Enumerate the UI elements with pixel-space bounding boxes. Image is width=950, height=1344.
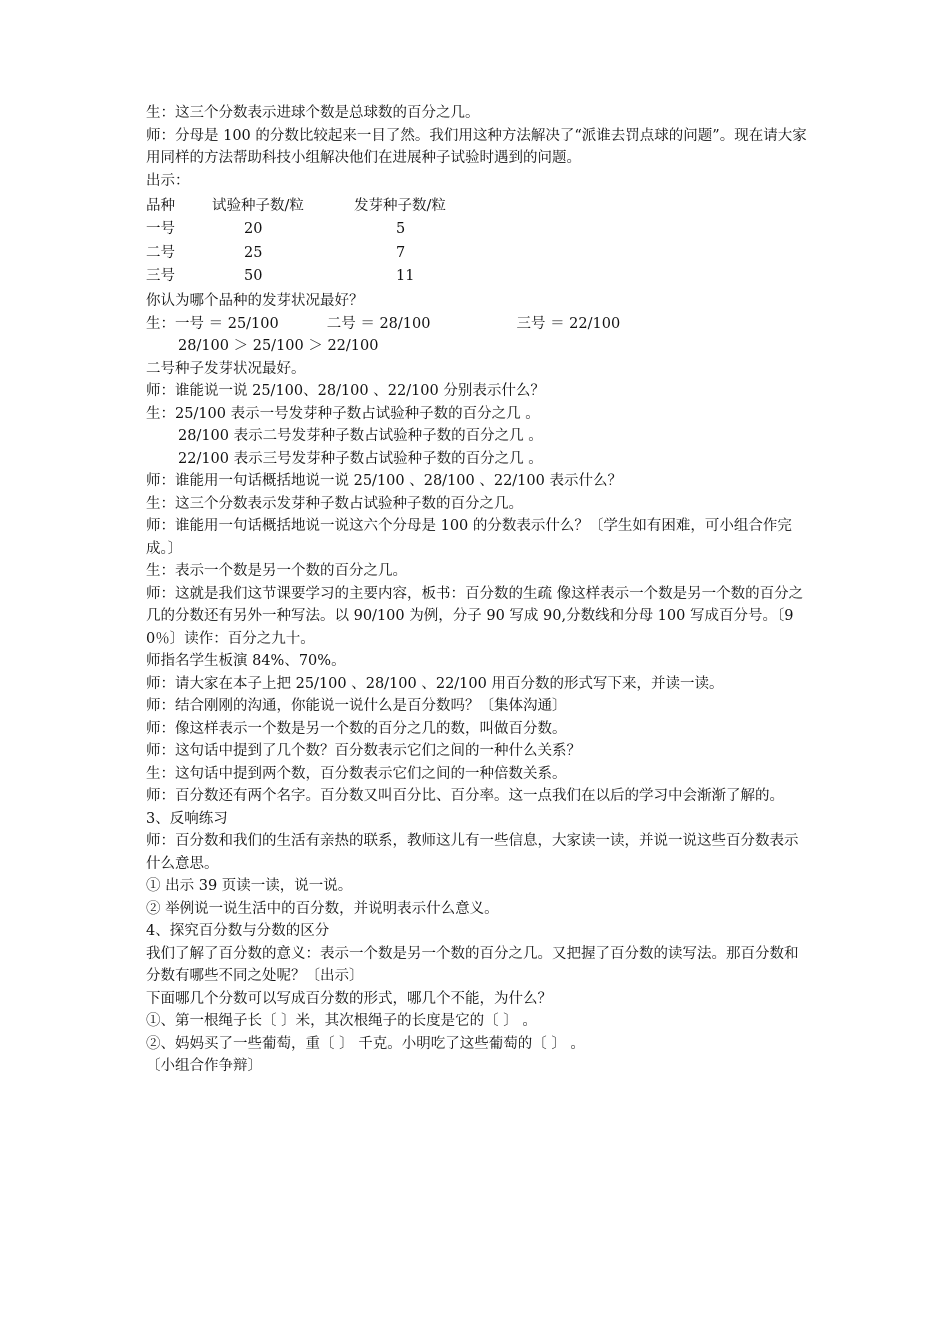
table-cell: 5 [396, 221, 406, 237]
paragraph: 师：百分数和我们的生活有亲热的联系，教师这儿有一些信息，大家读一读，并说一说这些百分数表示什么意思。 [146, 833, 799, 872]
table-row [146, 241, 514, 265]
table-cell: 11 [396, 268, 415, 284]
table-row [146, 218, 514, 242]
paragraph: 生：这句话中提到两个数，百分数表示它们之间的一种倍数关系。 [146, 765, 567, 782]
paragraph: 师：结合刚刚的沟通，你能说一说什么是百分数吗？〔集体沟通〕 [146, 698, 567, 714]
list-item: ②、妈妈买了一些葡萄，重〔 〕 千克。小明吃了这些葡萄的〔 〕 。 [146, 1035, 585, 1052]
paragraph: 师：像这样表示一个数是另一个数的百分之几的数，叫做百分数。 [146, 720, 567, 737]
seed-experiment-table [146, 194, 514, 288]
paragraph: 28/100 表示二号发芽种子数占试验种子数的百分之几 。 [178, 428, 543, 444]
paragraph: 师：请大家在本子上把 25/100 、28/100 、22/100 用百分数的形式写下来，并读一读。 [146, 675, 724, 692]
table-row [146, 265, 514, 289]
table-header-cell: 发芽种子数/粒 [354, 197, 446, 214]
paragraph: 师：分母是 100 的分数比较起来一目了然。我们用这种方法解决了“派谁去罚点球的问题”。现在请大家用同样的方法帮助科技小组解决他们在进展种子试验时遇到的问题。 [146, 127, 807, 166]
list-item: ①、第一根绳子长〔 〕米，其次根绳子的长度是它的〔 〕 。 [146, 1013, 537, 1029]
paragraph: 师指名学生板演 84%、70%。 [146, 653, 346, 669]
paragraph: 二号种子发芽状况最好。 [146, 360, 306, 377]
table-cell: 50 [244, 268, 263, 284]
comparison-line: 28/100 ＞ 25/100 ＞ 22/100 [178, 338, 379, 354]
list-item: ② 举例说一说生活中的百分数，并说明表示什么意义。 [146, 900, 499, 917]
table-header-cell: 试验种子数/粒 [212, 197, 304, 214]
table-cell: 一号 [146, 221, 175, 237]
answer-part: 二号 ＝ 28/100 [326, 315, 431, 332]
table-cell: 三号 [146, 268, 175, 284]
answer-line [146, 313, 811, 336]
paragraph: 生：表示一个数是另一个数的百分之几。 [146, 563, 407, 579]
document-body [146, 102, 811, 1078]
answer-part: 生：一号 ＝ 25/100 [146, 315, 279, 332]
paragraph: 师：百分数还有两个名字。百分数又叫百分比、百分率。这一点我们在以后的学习中会渐渐了解的。 [146, 788, 784, 804]
paragraph: 出示： [146, 172, 190, 189]
section-heading: 4、探究百分数与分数的区分 [146, 923, 330, 939]
paragraph: 师：谁能用一句话概括地说一说 25/100 、28/100 、22/100 表示什么？ [146, 473, 622, 489]
paragraph: 生：25/100 表示一号发芽种子数占试验种子数的百分之几 。 [146, 405, 540, 422]
table-cell: 二号 [146, 244, 175, 261]
paragraph: 下面哪几个分数可以写成百分数的形式，哪几个不能，为什么？ [146, 990, 552, 1007]
paragraph: 你认为哪个品种的发芽状况最好？ [146, 293, 364, 309]
paragraph: 生：这三个分数表示进球个数是总球数的百分之几。 [146, 105, 480, 121]
paragraph: 师：这就是我们这节课要学习的主要内容，板书：百分数的生疏 像这样表示一个数是另一个数的百分之几的分数还有另外一种写法。以 90/100 为例，分子 90 写成 90,分数线和分母 100 写成百分号。〔90％〕读作：百分之九十。 [146, 585, 804, 647]
list-item: ① 出示 39 页读一读，说一说。 [146, 878, 353, 894]
table-cell: 25 [244, 244, 263, 261]
paragraph: 22/100 表示三号发芽种子数占试验种子数的百分之几 。 [178, 450, 543, 467]
table-header-row [146, 194, 514, 218]
paragraph: 我们了解了百分数的意义：表示一个数是另一个数的百分之几。又把握了百分数的读写法。那百分数和分数有哪些不同之处呢？〔出示〕 [146, 945, 799, 984]
table-cell: 7 [396, 244, 406, 261]
paragraph: 生：这三个分数表示发芽种子数占试验种子数的百分之几。 [146, 495, 523, 512]
paragraph: 师：这句话中提到了几个数？百分数表示它们之间的一种什么关系？ [146, 743, 581, 759]
paragraph: 师：谁能用一句话概括地说一说这六个分母是 100 的分数表示什么？〔学生如有困难，可小组合作完成。〕 [146, 518, 792, 557]
paragraph: 师：谁能说一说 25/100、28/100 、22/100 分别表示什么？ [146, 383, 545, 399]
paragraph: 〔小组合作争辩〕 [146, 1058, 262, 1074]
section-heading: 3、反响练习 [146, 810, 228, 827]
table-cell: 20 [244, 221, 263, 237]
answer-part: 三号 ＝ 22/100 [516, 315, 621, 332]
table-header-cell: 品种 [146, 197, 175, 214]
